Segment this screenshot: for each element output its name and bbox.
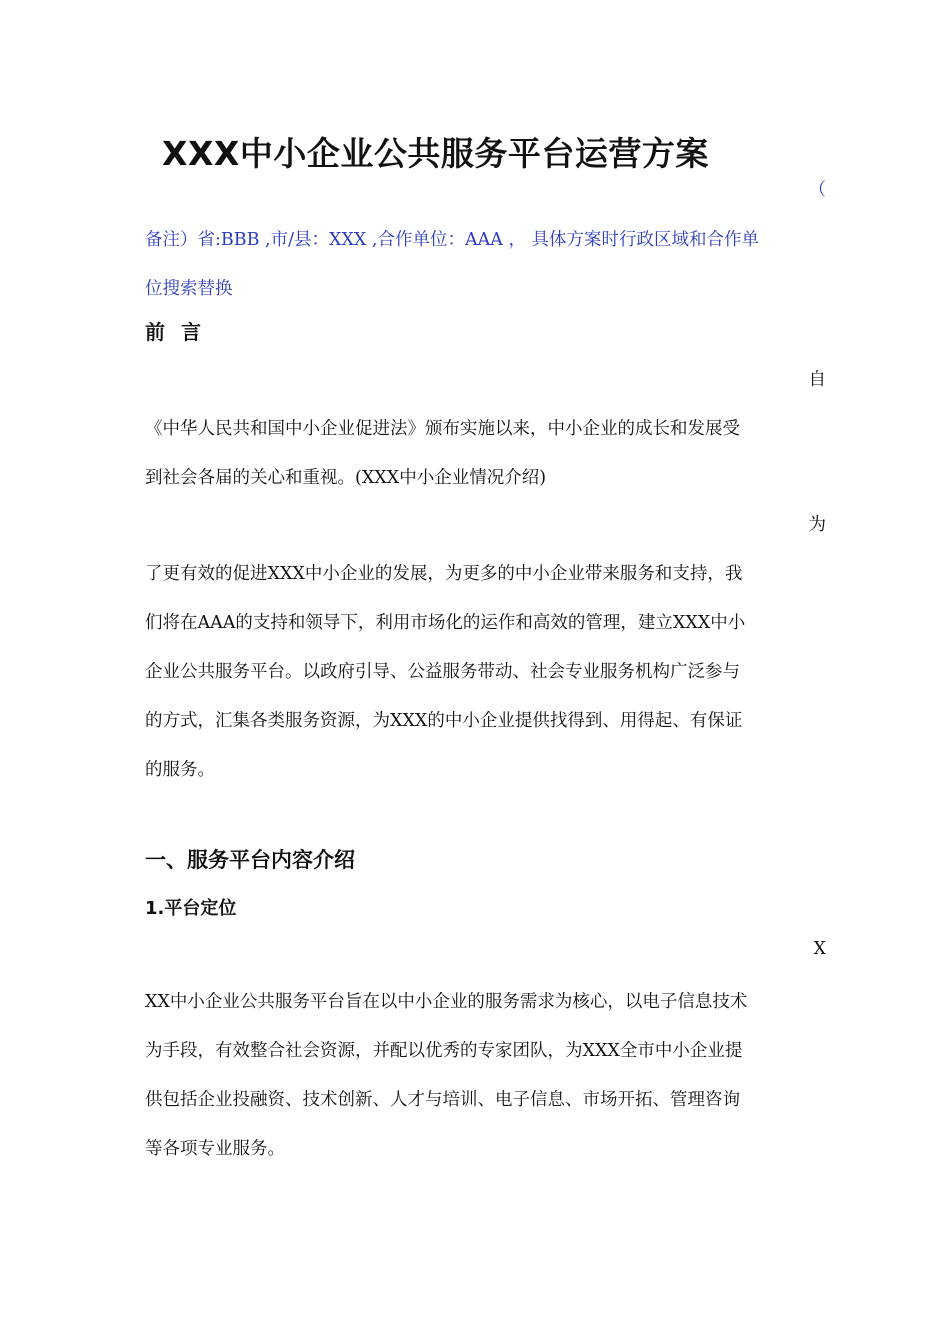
section1-sub1-first-char: X (813, 939, 826, 959)
note-line-1: 备注）省:BBB ,市/县：XXX ,合作单位：AAA ， 具体方案时行政区域和合作单 (145, 230, 760, 250)
section1-heading: 一、服务平台内容介绍 (145, 848, 355, 872)
preface-para2-line: 企业公共服务平台。以政府引导、公益服务带动、社会专业服务机构广泛参与 (145, 662, 740, 682)
section1-sub1-heading: 1.平台定位 (145, 898, 237, 919)
preface-heading: 前言 (145, 320, 217, 344)
section1-sub1-line: 为手段，有效整合社会资源，并配以优秀的专家团队，为XXX全市中小企业提 (145, 1041, 743, 1061)
preface-para2-line: 的服务。 (145, 760, 215, 780)
preface-para2-first-char: 为 (808, 515, 826, 535)
preface-para1-line: 到社会各届的关心和重视。(XXX中小企业情况介绍) (145, 468, 547, 488)
document-title: XXX中小企业公共服务平台运营方案 (162, 134, 709, 173)
section1-sub1-line: XX中小企业公共服务平台旨在以中小企业的服务需求为核心，以电子信息技术 (145, 992, 748, 1012)
section1-sub1-line: 等各项专业服务。 (145, 1139, 285, 1159)
note-open-paren: （ (808, 180, 826, 200)
preface-para1-first-char: 自 (808, 370, 826, 390)
note-line-2: 位搜索替换 (145, 279, 233, 299)
preface-para1-line: 《中华人民共和国中小企业促进法》颁布实施以来，中小企业的成长和发展受 (145, 419, 740, 439)
section1-sub1-line: 供包括企业投融资、技术创新、人才与培训、电子信息、市场开拓、管理咨询 (145, 1090, 740, 1110)
preface-para2-line: 了更有效的促进XXX中小企业的发展，为更多的中小企业带来服务和支持，我 (145, 564, 743, 584)
preface-para2-line: 的方式，汇集各类服务资源，为XXX的中小企业提供找得到、用得起、有保证 (145, 711, 743, 731)
preface-para2-line: 们将在AAA的支持和领导下，利用市场化的运作和高效的管理，建立XXX中小 (145, 613, 746, 633)
